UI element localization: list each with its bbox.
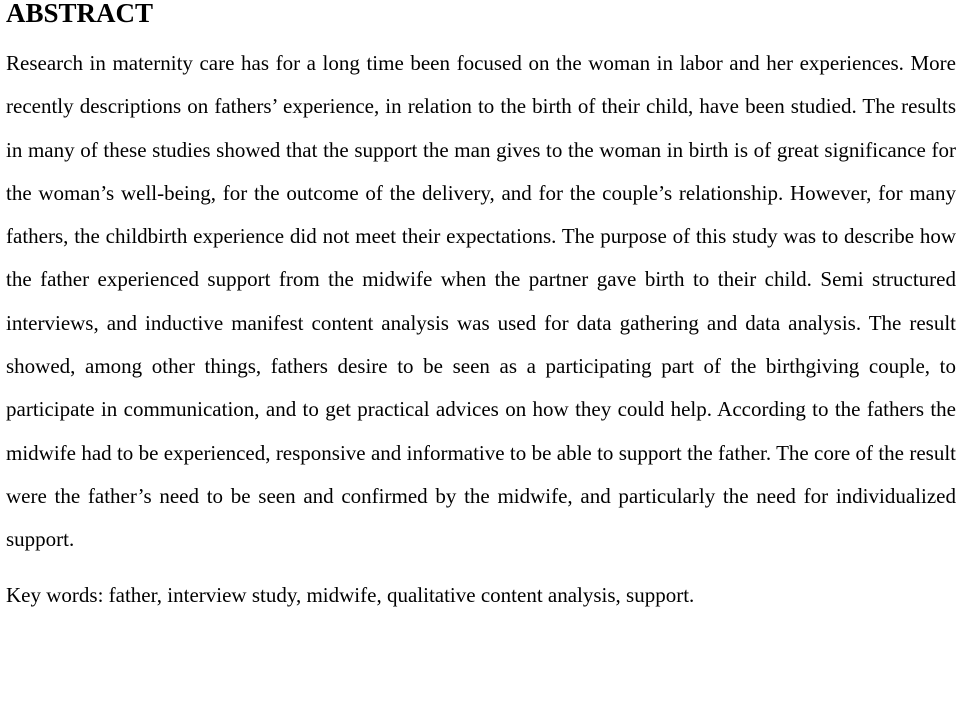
keywords-line: Key words: father, interview study, midwife, qualitative content analysis, support. [6, 582, 695, 607]
document-page [6, 0, 956, 610]
abstract-heading: ABSTRACT [6, 0, 154, 28]
abstract-paragraph: Research in maternity care has for a long time been focused on the woman in labor and her experiences. More recently descriptions on fathers’ experience, in relation to the birth of their child, have been studied. The results in many of these studies showed that the support the man gives to the woman in birth is of great significance for the woman’s well-being, for the outcome of the delivery, and for the couple’s relationship. However, for many fathers, the childbirth experience did not meet their expectations. The purpose of this study was to describe how the father experienced support from the midwife when the partner gave birth to their child. Semi structured interviews, and inductive manifest content analysis was used for data gathering and data analysis. The result showed, among other things, fathers desire to be seen as a participating part of the birthgiving couple, to participate in communication, and to get practical advices on how they could help. According to the fathers the midwife had to be experienced, responsive and informative to be able to support the father. The core of the result were the father’s need to be seen and confirmed by the midwife, and particularly the need for individualized support. [6, 51, 956, 552]
